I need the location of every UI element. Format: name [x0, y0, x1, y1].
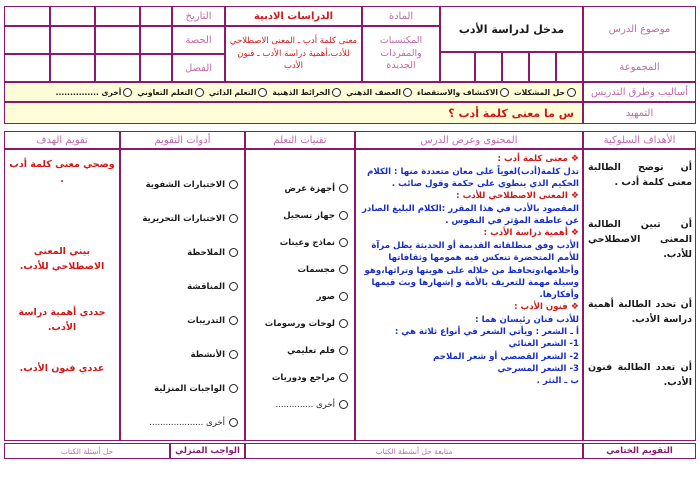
radio-icon[interactable] — [339, 400, 348, 409]
content-list-item: 1- الشعر الغنائي — [508, 339, 579, 350]
group-box[interactable] — [556, 52, 583, 82]
radio-icon[interactable] — [332, 88, 341, 97]
technique-item[interactable]: نماذج وعينات — [252, 236, 348, 249]
col-techniques-header: تقنيات التعلم — [245, 131, 355, 149]
radio-icon[interactable] — [229, 418, 238, 427]
radio-icon[interactable] — [339, 319, 348, 328]
objective-4: أن تعدد الطالبة فنون الأدب. — [588, 362, 692, 389]
concepts-value: معنى كلمة أدب ـ المعنى الاصطلاحي للأدب،أهمية دراسة الأدب ـ فنون الأدب — [225, 26, 362, 82]
tool-item[interactable]: الواجبات المنزلية — [126, 382, 238, 395]
tool-item[interactable]: الاختبارات الشفوية — [126, 178, 238, 191]
objective-3: أن تحدد الطالبة أهمية دراسة الأدب. — [588, 299, 692, 326]
technique-item[interactable]: مراجع ودوريات — [252, 371, 348, 384]
radio-icon[interactable] — [339, 346, 348, 355]
technique-item[interactable]: صور — [252, 290, 348, 303]
methods-row — [4, 82, 583, 102]
content-heading: ❖ معنى كلمة أدب : — [497, 154, 579, 164]
goal-eval-4: عددي فنون الأدب. — [19, 363, 105, 374]
radio-icon[interactable] — [229, 350, 238, 359]
radio-icon[interactable] — [339, 373, 348, 382]
technique-item[interactable]: لوحات ورسومات — [252, 317, 348, 330]
diamond-icon: ❖ — [567, 228, 579, 239]
period-box[interactable] — [95, 26, 140, 54]
technique-item[interactable]: أخرى .............. — [252, 398, 348, 411]
class-box[interactable] — [95, 54, 140, 82]
content-list-item: 3- الشعر المسرحي — [497, 363, 579, 374]
lesson-content — [360, 153, 579, 387]
tool-item[interactable]: الأنشطة — [126, 348, 238, 361]
radio-icon[interactable] — [339, 265, 348, 274]
group-label: المجموعة — [583, 52, 696, 82]
intro-label: التمهيد — [583, 102, 696, 124]
col-tools-header: أدوات التقويم — [120, 131, 245, 149]
radio-icon[interactable] — [567, 88, 576, 97]
content-paragraph: المقصود بالأدب في هذا المقرر :الكلام البليغ الصادر عن عاطفة المؤثر في النفوس . — [361, 203, 579, 227]
tool-item[interactable]: الملاحظة — [126, 246, 238, 259]
topic-label: موضوع الدرس — [583, 6, 696, 52]
method-item[interactable]: الخرائط الذهنية — [272, 88, 341, 97]
diamond-icon: ❖ — [567, 191, 579, 202]
goal-eval-1: وضحي معنى كلمة أدب . — [9, 159, 115, 186]
techniques-list — [252, 182, 348, 411]
radio-icon[interactable] — [339, 211, 348, 220]
topic-value: مدخل لدراسة الأدب — [440, 6, 583, 52]
technique-item[interactable]: جهاز تسجيل — [252, 209, 348, 222]
method-item[interactable]: حل المشكلات — [514, 88, 576, 97]
class-box[interactable] — [4, 54, 50, 82]
diamond-icon: ❖ — [567, 302, 579, 313]
goal-eval-2: بيني المعنى الاصطلاحي للأدب. — [19, 246, 105, 273]
method-item[interactable]: التعلم الذاتي — [209, 88, 268, 97]
radio-icon[interactable] — [229, 316, 238, 325]
class-label: الفصل — [172, 54, 225, 82]
method-item[interactable]: العصف الذهني — [346, 88, 412, 97]
radio-icon[interactable] — [258, 88, 267, 97]
concepts-label: المكتسبات والمفردات الجديدة — [362, 26, 440, 82]
tool-item[interactable]: الاختبارات التحريرية — [126, 212, 238, 225]
subject-value: الدراسات الادبية — [225, 6, 362, 26]
content-paragraph: ب ـ النثر . — [536, 375, 579, 386]
radio-icon[interactable] — [339, 292, 348, 301]
radio-icon[interactable] — [339, 238, 348, 247]
date-box[interactable] — [95, 6, 140, 26]
diamond-icon: ❖ — [567, 154, 579, 164]
group-box[interactable] — [475, 52, 502, 82]
content-heading: ❖ أهمية دراسة الأدب : — [483, 228, 579, 239]
content-heading: ❖ فنون الأدب : — [514, 302, 579, 313]
final-eval-label: التقويم الختامي — [583, 443, 696, 459]
tools-list — [126, 178, 238, 429]
class-box[interactable] — [50, 54, 95, 82]
col-objectives-header: الأهداف السلوكية — [583, 131, 696, 149]
date-box[interactable] — [50, 6, 95, 26]
objective-2: أن تبين الطالبة المعنى الاصطلاحي للأدب. — [588, 219, 692, 261]
content-paragraph: الأدب وفق منطلقاته القديمة أو الحديثة يظل مرآة للأمم المتحضرة تنعكس فيه همومها وثقافاتها وأحلامها،وتحافظ من خلاله على هويتها وتراثها،وهو وسيلة مهمة للتعريف بالأمة و إشهارها وبث قيمها وأفكارها. — [364, 241, 579, 300]
class-box[interactable] — [140, 54, 172, 82]
group-box[interactable] — [529, 52, 556, 82]
radio-icon[interactable] — [339, 184, 348, 193]
date-label: التاريخ — [172, 6, 225, 26]
radio-icon[interactable] — [229, 248, 238, 257]
date-box[interactable] — [140, 6, 172, 26]
radio-icon[interactable] — [403, 88, 412, 97]
group-box[interactable] — [440, 52, 475, 82]
content-paragraph: أ ـ الشعر : ويأتي الشعر في أنواع ثلاثة هي : — [394, 327, 579, 338]
tool-item[interactable]: المناقشة — [126, 280, 238, 293]
final-eval-value: متابعة حل أنشطة الكتاب — [245, 443, 583, 459]
group-box[interactable] — [502, 52, 529, 82]
homework-value: حل أسئلة الكتاب — [4, 443, 170, 459]
technique-item[interactable]: أجهزة عرض — [252, 182, 348, 195]
subject-label: المادة — [362, 6, 440, 26]
radio-icon[interactable] — [229, 384, 238, 393]
method-item[interactable]: أخرى ............... — [56, 88, 133, 97]
date-box[interactable] — [4, 6, 50, 26]
goal-eval-column — [4, 149, 120, 441]
radio-icon[interactable] — [500, 88, 509, 97]
period-box[interactable] — [50, 26, 95, 54]
radio-icon[interactable] — [123, 88, 132, 97]
radio-icon[interactable] — [229, 214, 238, 223]
period-box[interactable] — [140, 26, 172, 54]
technique-item[interactable]: فلم تعليمي — [252, 344, 348, 357]
content-paragraph: تدل كلمة(أدب)لغوياً على معان متعددة منها : الكلام الحكيم الذي ينطوي على حكمة وقول صائب . — [367, 166, 579, 189]
tool-item[interactable]: التدريبات — [126, 314, 238, 327]
method-item[interactable]: الاكتشاف والاستقصاء — [417, 88, 509, 97]
methods-label: أساليب وطرق التدريس — [583, 82, 696, 102]
period-label: الحصة — [172, 26, 225, 54]
radio-icon[interactable] — [229, 282, 238, 291]
radio-icon[interactable] — [195, 88, 204, 97]
content-list-item: 2- الشعر القصصي أو شعر الملاحم — [433, 351, 579, 362]
homework-label: الواجب المنزلي — [170, 443, 245, 459]
objectives-column — [583, 149, 696, 441]
tool-item[interactable]: أخرى .................... — [126, 416, 238, 429]
intro-question: س ما معنى كلمة أدب ؟ — [4, 102, 583, 124]
goal-eval-3: حددي أهمية دراسة الأدب. — [18, 307, 106, 334]
objective-1: أن توضح الطالبة معنى كلمة أدب . — [588, 162, 692, 189]
content-paragraph: للأدب فنان رئيسان هما : — [475, 314, 579, 325]
col-content-header: المحتوى وعرض الدرس — [355, 131, 583, 149]
period-box[interactable] — [4, 26, 50, 54]
method-item[interactable]: التعلم التعاوني — [137, 88, 204, 97]
content-heading: ❖ المعنى الاصطلاحي للأدب : — [456, 191, 579, 202]
radio-icon[interactable] — [229, 180, 238, 189]
col-goal-eval-header: تقويم الهدف — [4, 131, 120, 149]
technique-item[interactable]: مجسمات — [252, 263, 348, 276]
